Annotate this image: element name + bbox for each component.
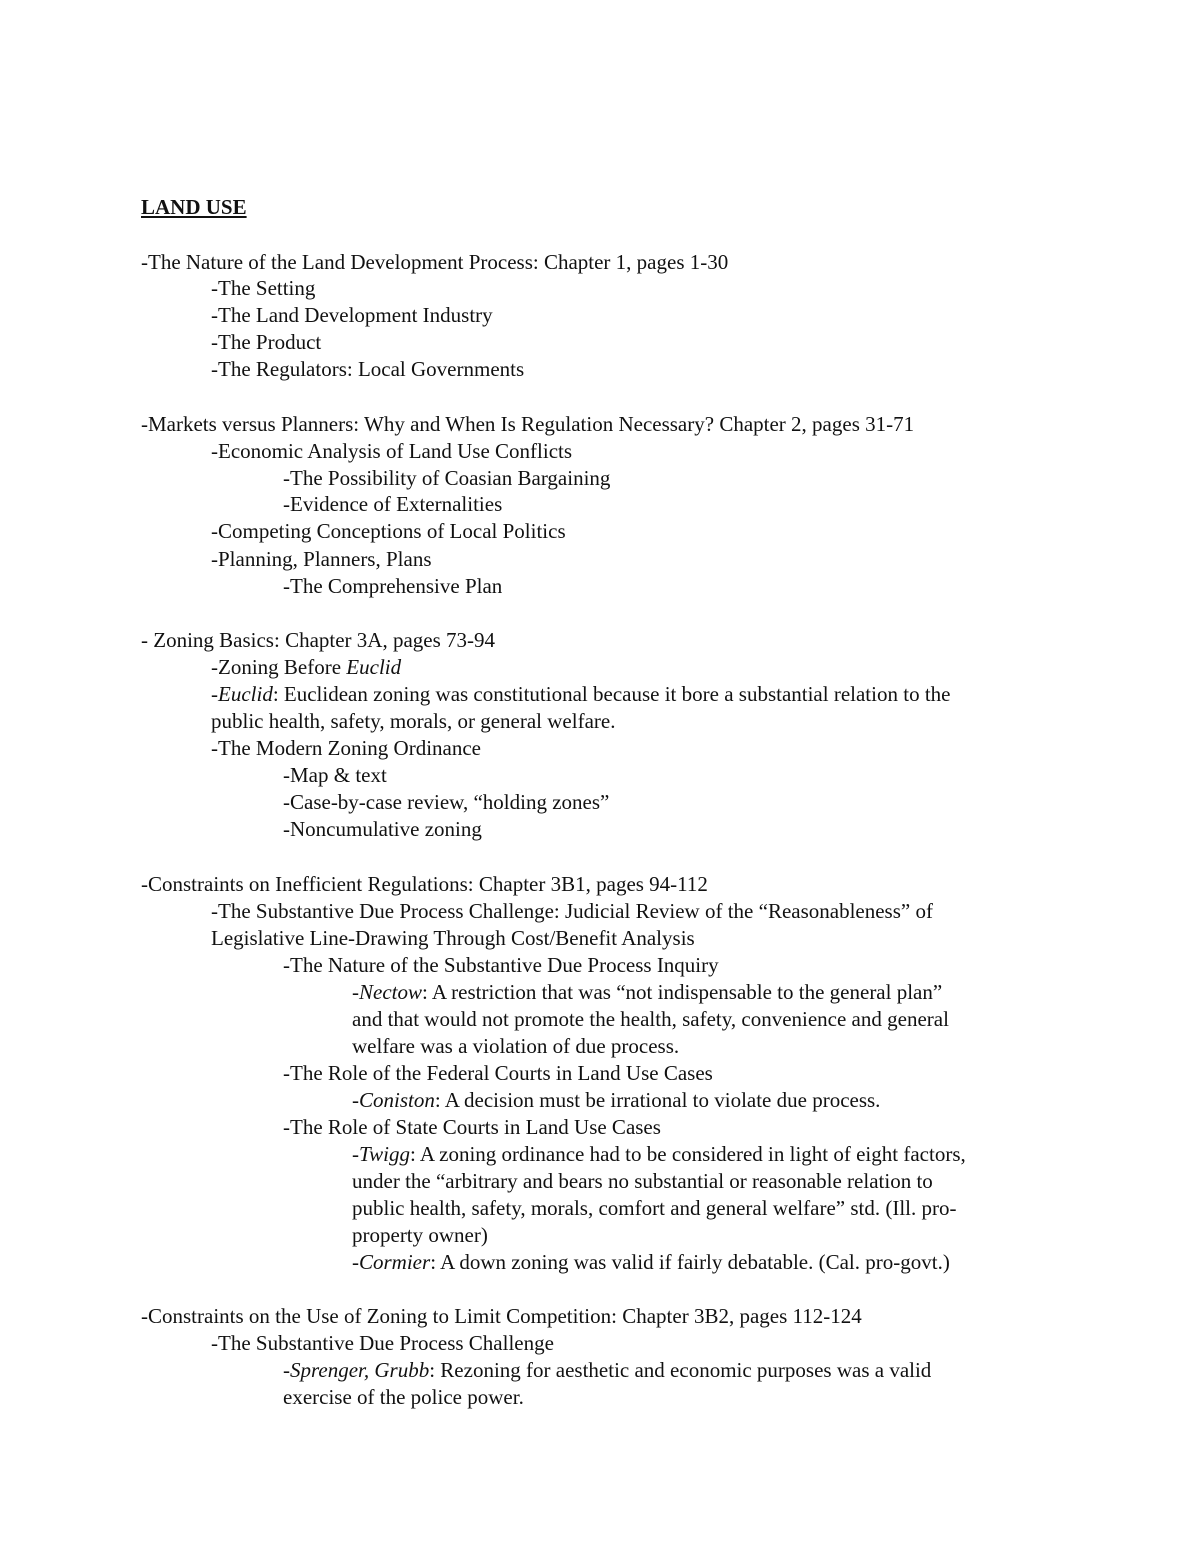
outline-item-text: : A decision must be irrational to violate due process. [434, 1088, 881, 1112]
section-heading: -Constraints on the Use of Zoning to Limit Competition: Chapter 3B2, pages 112-124 [141, 1304, 862, 1328]
outline-item-prefix: - [211, 682, 218, 706]
outline-item [211, 681, 950, 707]
outline-item-prefix: - [352, 1142, 359, 1166]
outline-item: -Economic Analysis of Land Use Conflicts [211, 439, 573, 463]
outline-item-continuation: property owner) [352, 1223, 488, 1247]
outline-item: -The Possibility of Coasian Bargaining [283, 466, 611, 490]
outline-item: -The Setting [211, 276, 316, 300]
outline-item: -Noncumulative zoning [283, 817, 482, 841]
outline-item: -Map & text [283, 763, 387, 787]
outline-item: -The Nature of the Substantive Due Process Inquiry [283, 953, 719, 977]
outline-item [283, 1357, 931, 1383]
outline-item: -Evidence of Externalities [283, 492, 503, 516]
outline-item [352, 979, 942, 1005]
case-name: Coniston [359, 1088, 435, 1112]
outline-item-text: : A down zoning was valid if fairly debatable. (Cal. pro-govt.) [430, 1250, 950, 1274]
case-name: Euclid [218, 682, 273, 706]
outline-item: -The Substantive Due Process Challenge: Judicial Review of the “Reasonableness” of [211, 899, 933, 923]
outline-item-continuation: exercise of the police power. [283, 1385, 524, 1409]
outline-item-continuation: Legislative Line-Drawing Through Cost/Benefit Analysis [211, 926, 695, 950]
outline-item-prefix: - [283, 1358, 290, 1382]
section-heading: -Markets versus Planners: Why and When Is Regulation Necessary? Chapter 2, pages 31-71 [141, 412, 915, 436]
outline-item: -The Regulators: Local Governments [211, 357, 525, 381]
outline-item: -Competing Conceptions of Local Politics [211, 519, 566, 543]
outline-item-prefix: - [352, 1088, 359, 1112]
outline-item: -The Role of the Federal Courts in Land Use Cases [283, 1061, 713, 1085]
outline-item-text: : A restriction that was “not indispensable to the general plan” [422, 980, 943, 1004]
outline-item-text: : Rezoning for aesthetic and economic purposes was a valid [429, 1358, 932, 1382]
outline-item [352, 1087, 880, 1113]
outline-item-continuation: welfare was a violation of due process. [352, 1034, 680, 1058]
document-title: LAND USE [141, 195, 247, 219]
section-heading: -Constraints on Inefficient Regulations: Chapter 3B1, pages 94-112 [141, 872, 708, 896]
outline-item: -The Substantive Due Process Challenge [211, 1331, 554, 1355]
outline-item-prefix: -Zoning Before [211, 655, 347, 679]
outline-item: -Planning, Planners, Plans [211, 547, 432, 571]
case-name: Nectow [359, 980, 422, 1004]
outline-item-continuation: under the “arbitrary and bears no substantial or reasonable relation to [352, 1169, 933, 1193]
outline-item-prefix: - [352, 980, 359, 1004]
outline-item: -The Product [211, 330, 322, 354]
outline-item [352, 1249, 950, 1275]
outline-item [211, 654, 401, 680]
outline-item [352, 1141, 966, 1167]
section-heading: - Zoning Basics: Chapter 3A, pages 73-94 [141, 628, 496, 652]
case-name: Twigg [359, 1142, 410, 1166]
outline-item: -The Modern Zoning Ordinance [211, 736, 481, 760]
outline-item: -The Role of State Courts in Land Use Cases [283, 1115, 661, 1139]
outline-item-text: : Euclidean zoning was constitutional because it bore a substantial relation to the [272, 682, 951, 706]
outline-item: -The Land Development Industry [211, 303, 493, 327]
case-name: Euclid [346, 655, 402, 679]
outline-item-continuation: and that would not promote the health, safety, convenience and general [352, 1007, 949, 1031]
outline-item: -The Comprehensive Plan [283, 574, 503, 598]
outline-item-continuation: public health, safety, morals, comfort and general welfare” std. (Ill. pro- [352, 1196, 957, 1220]
outline-item: -Case-by-case review, “holding zones” [283, 790, 610, 814]
outline-item-prefix: - [352, 1250, 359, 1274]
case-name: Sprenger, Grubb [290, 1358, 430, 1382]
outline-item-continuation: public health, safety, morals, or general welfare. [211, 709, 616, 733]
outline-item-text: : A zoning ordinance had to be considered in light of eight factors, [409, 1142, 966, 1166]
section-heading: -The Nature of the Land Development Process: Chapter 1, pages 1-30 [141, 250, 729, 274]
case-name: Cormier [359, 1250, 431, 1274]
